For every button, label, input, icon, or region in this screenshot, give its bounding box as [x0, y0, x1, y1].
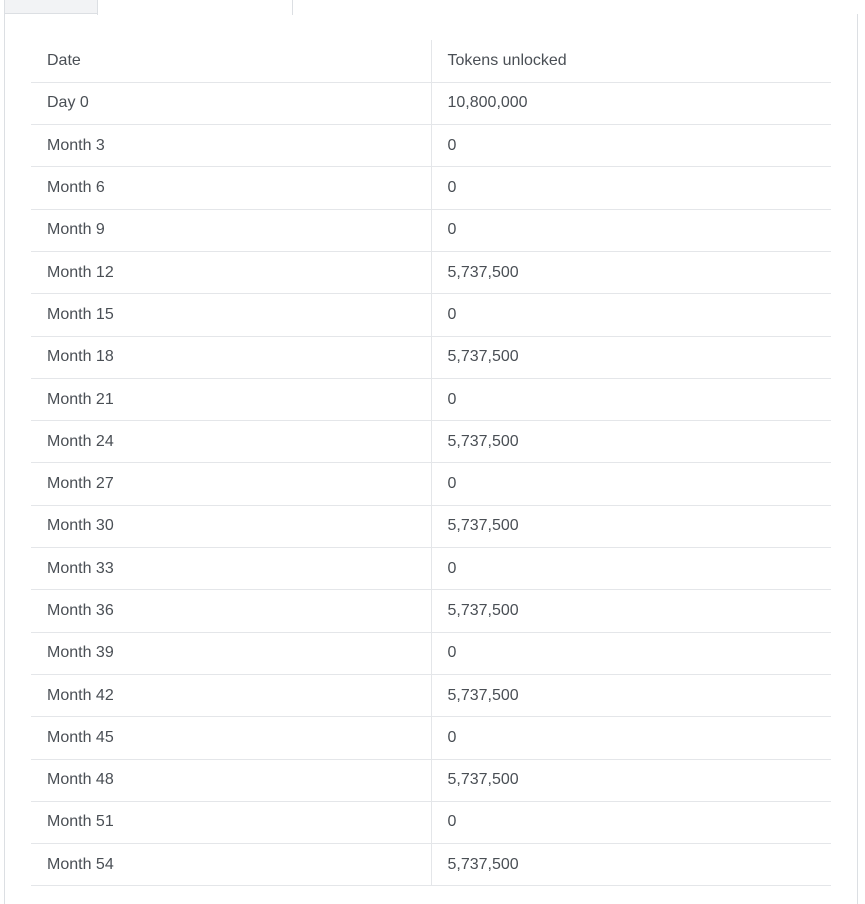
tokens-cell: 5,737,500: [431, 759, 831, 801]
tokens-cell: 0: [431, 294, 831, 336]
date-cell: Month 42: [31, 674, 431, 716]
tokens-cell: 0: [431, 801, 831, 843]
date-cell: Month 3: [31, 125, 431, 167]
date-cell: Month 9: [31, 209, 431, 251]
table-row: [31, 336, 831, 378]
tokens-cell: 5,737,500: [431, 505, 831, 547]
date-cell: Month 21: [31, 378, 431, 420]
table-row: [31, 717, 831, 759]
table-row: [31, 251, 831, 293]
table-row: [31, 421, 831, 463]
tab-active[interactable]: [97, 0, 293, 15]
tokens-cell: 5,737,500: [431, 251, 831, 293]
date-cell: Month 24: [31, 421, 431, 463]
date-cell: Month 51: [31, 801, 431, 843]
date-cell: Month 6: [31, 167, 431, 209]
tokens-cell: 0: [431, 167, 831, 209]
tokens-cell: 5,737,500: [431, 844, 831, 886]
date-cell: Month 39: [31, 632, 431, 674]
tab-inactive[interactable]: [4, 0, 98, 14]
table-row: [31, 463, 831, 505]
tokens-cell: 5,737,500: [431, 421, 831, 463]
table-row: [31, 209, 831, 251]
tokens-cell: 5,737,500: [431, 674, 831, 716]
column-header-date: Date: [31, 40, 431, 82]
date-cell: Month 36: [31, 590, 431, 632]
tokens-cell: 0: [431, 632, 831, 674]
table-row: [31, 632, 831, 674]
unlock-schedule-table: [31, 40, 831, 886]
date-cell: Month 12: [31, 251, 431, 293]
column-header-tokens-unlocked: Tokens unlocked: [431, 40, 831, 82]
tab-bar: [0, 0, 865, 15]
table-row: [31, 674, 831, 716]
date-cell: Month 18: [31, 336, 431, 378]
tokens-cell: 5,737,500: [431, 590, 831, 632]
table-row: [31, 505, 831, 547]
table-row: [31, 759, 831, 801]
tokens-cell: 0: [431, 463, 831, 505]
tokens-cell: 0: [431, 548, 831, 590]
tokens-cell: 0: [431, 125, 831, 167]
date-cell: Month 30: [31, 505, 431, 547]
table-header-row: [31, 40, 831, 82]
date-cell: Month 54: [31, 844, 431, 886]
table-row: [31, 548, 831, 590]
tokens-cell: 10,800,000: [431, 82, 831, 124]
date-cell: Day 0: [31, 82, 431, 124]
date-cell: Month 33: [31, 548, 431, 590]
table-row: [31, 378, 831, 420]
table-row: [31, 82, 831, 124]
tokens-cell: 0: [431, 378, 831, 420]
table-row: [31, 590, 831, 632]
tokens-cell: 0: [431, 209, 831, 251]
tab-panel: [4, 14, 858, 904]
table-row: [31, 125, 831, 167]
tokens-cell: 5,737,500: [431, 336, 831, 378]
date-cell: Month 48: [31, 759, 431, 801]
tokens-cell: 0: [431, 717, 831, 759]
table-row: [31, 294, 831, 336]
date-cell: Month 45: [31, 717, 431, 759]
table-row: [31, 167, 831, 209]
table-row: [31, 801, 831, 843]
table-row: [31, 844, 831, 886]
date-cell: Month 27: [31, 463, 431, 505]
date-cell: Month 15: [31, 294, 431, 336]
